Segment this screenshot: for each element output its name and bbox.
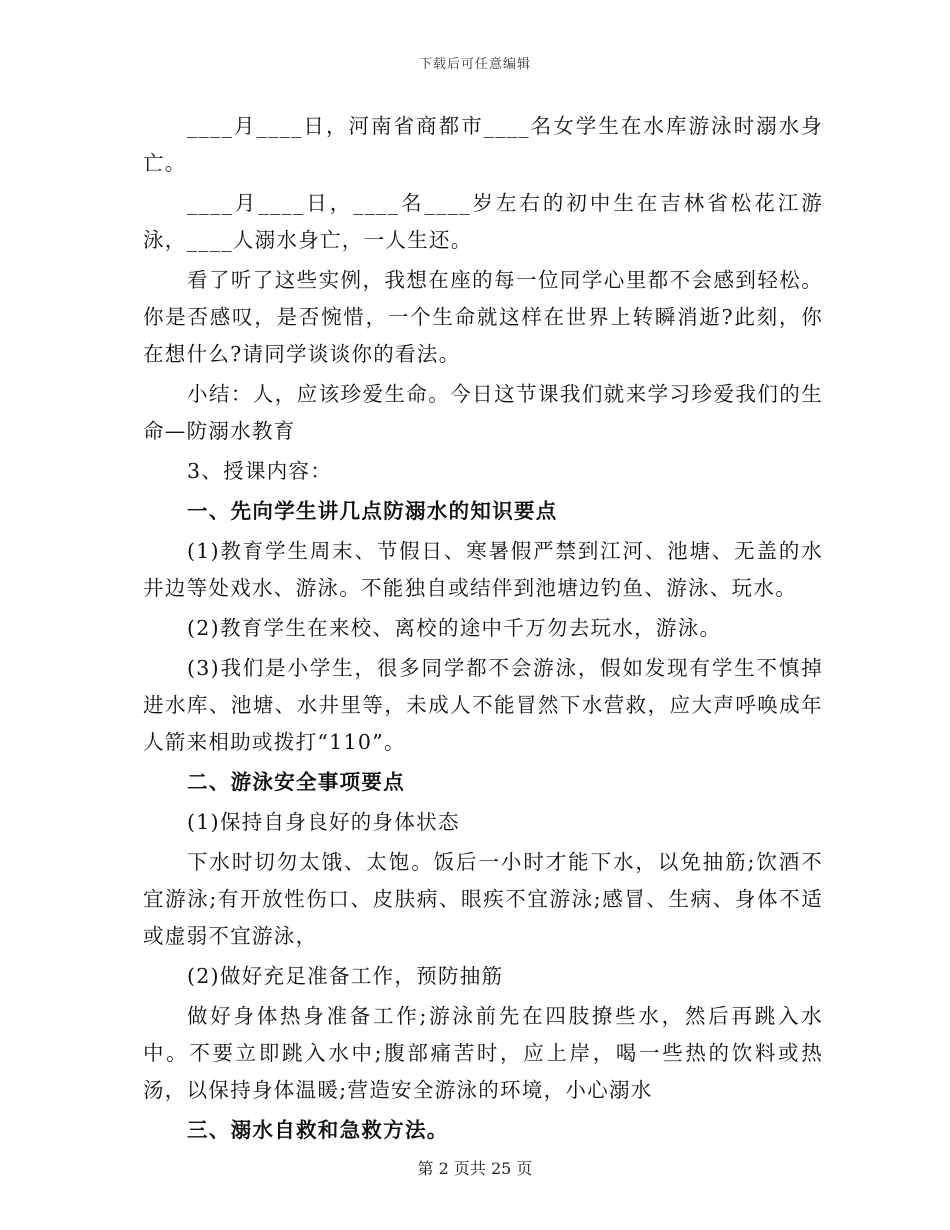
heading-section-three: 三、溺水自救和急救方法。: [187, 1118, 449, 1142]
paragraph-lesson-content: 3、授课内容：: [187, 459, 333, 483]
paragraph-two-2-detail: 做好身体热身准备工作;游泳前先在四肢撩些水，然后再跳入水中。不要立即跳入水中;腹部痛苦时，应上岸，喝一些热的饮料或热汤，以保持身体温暖;营造安全游泳的环境，小心溺水: [143, 1004, 823, 1102]
page-header: 下载后可任意编辑: [418, 57, 531, 72]
paragraph-summary: 小结：人，应该珍爱生命。今日这节课我们就来学习珍爱我们的生命—防溺水教育: [143, 382, 823, 443]
list-item-one-2: (2)教育学生在来校、离校的途中千万勿去玩水，游泳。: [187, 616, 722, 640]
paragraph-two-1-detail: 下水时切勿太饿、太饱。饭后一小时才能下水，以免抽筋;饮酒不宜游泳;有开放性伤口、皮肤病、眼疾不宜游泳;感冒、生病、身体不适或虚弱不宜游泳，: [143, 850, 823, 948]
page-footer: 第 2 页共 25 页: [417, 1159, 533, 1178]
paragraph-jilin-case: ____月____日，____名____岁左右的初中生在吉林省松花江游泳，____人溺水身亡，一人生还。: [143, 191, 823, 252]
paragraph-reflection: 看了听了这些实例，我想在座的每一位同学心里都不会感到轻松。你是否感叹，是否惋惜，一个生命就这样在世界上转瞬消逝?此刻，你在想什么?请同学谈谈你的看法。: [143, 268, 823, 366]
heading-section-one: 一、先向学生讲几点防溺水的知识要点: [187, 499, 558, 523]
list-item-two-1: (1)保持自身良好的身体状态: [187, 810, 460, 834]
list-item-one-1: (1)教育学生周末、节假日、寒暑假严禁到江河、池塘、无盖的水井边等处戏水、游泳。不能独自或结伴到池塘边钓鱼、游泳、玩水。: [143, 539, 823, 600]
document-body: [143, 108, 823, 1149]
paragraph-henan-case: ____月____日，河南省商都市____名女学生在水库游泳时溺水身亡。: [143, 114, 823, 175]
list-item-one-3: (3)我们是小学生，很多同学都不会游泳，假如发现有学生不慎掉进水库、池塘、水井里等，未成人不能冒然下水营救，应大声呼唤成年人箭来相助或拨打“110”。: [143, 656, 823, 754]
list-item-two-2: (2)做好充足准备工作，预防抽筋: [187, 964, 504, 988]
heading-section-two: 二、游泳安全事项要点: [187, 770, 405, 794]
